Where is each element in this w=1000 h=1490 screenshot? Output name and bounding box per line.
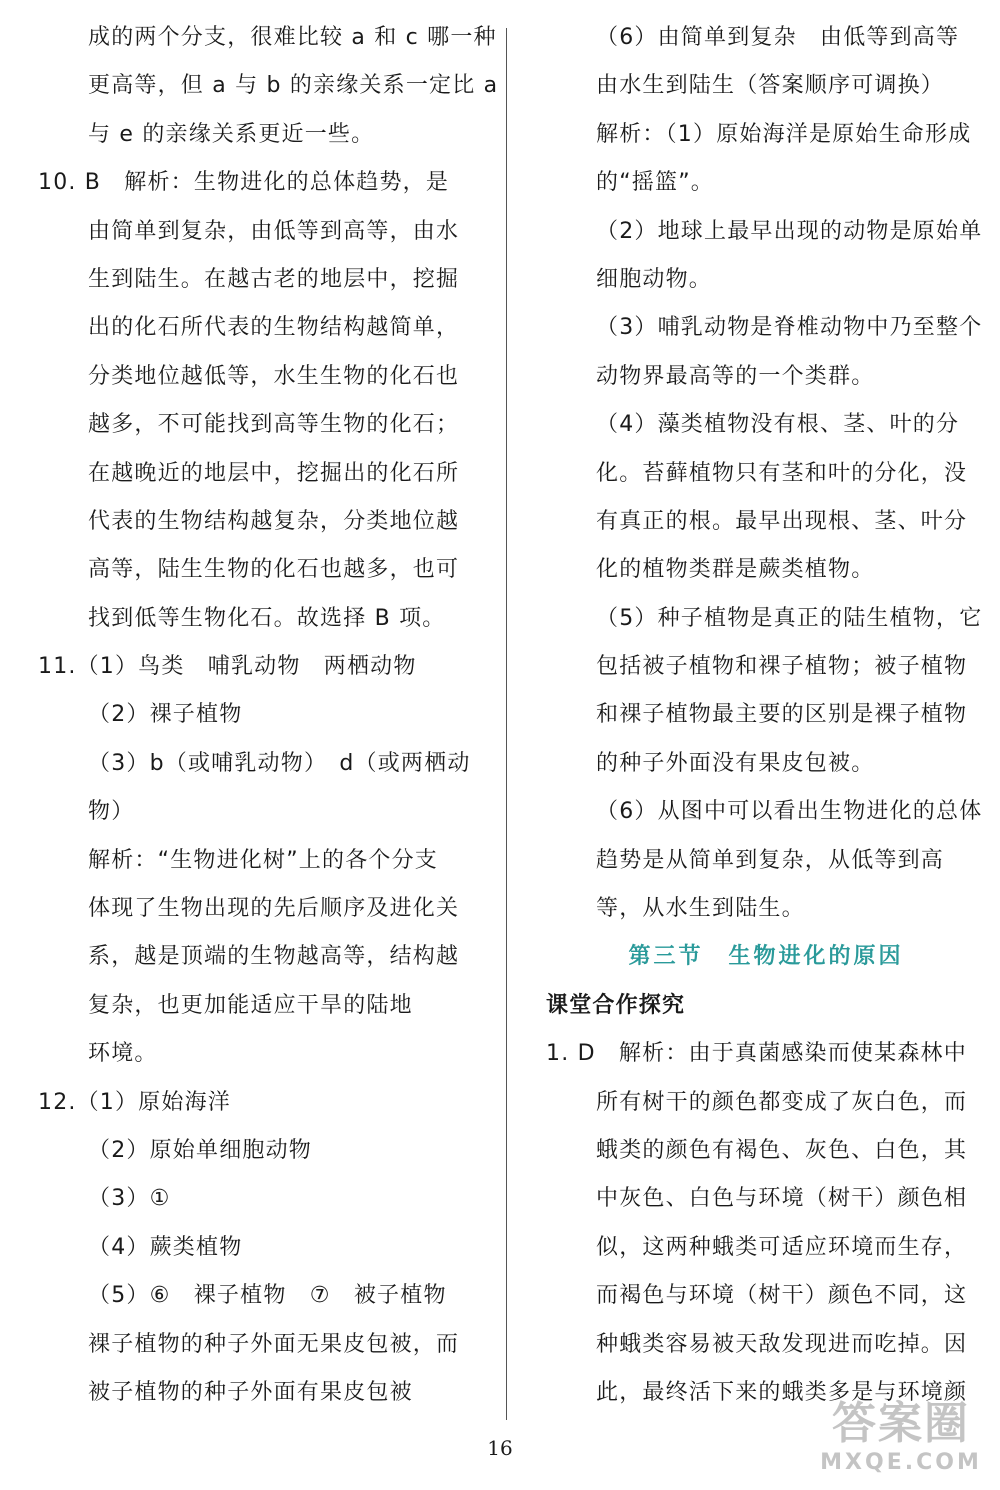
left-text-line: 越多，不可能找到高等生物的化石；	[88, 412, 460, 438]
right-text-line: 似，这两种蛾类可适应环境而生存，	[596, 1234, 968, 1260]
right-text-line: 的种子外面没有果皮包被。	[596, 750, 875, 776]
right-text-line: 中灰色、白色与环境（树干）颜色相	[596, 1186, 968, 1212]
right-text-line: 和裸子植物最主要的区别是裸子植物	[596, 702, 968, 728]
right-text-line: （3）哺乳动物是脊椎动物中乃至整个	[596, 315, 983, 341]
left-text-line: 11.（1）鸟类 哺乳动物 两栖动物	[38, 654, 417, 680]
left-text-line: 在越晚近的地层中，挖掘出的化石所	[88, 460, 460, 486]
right-text-line: 细胞动物。	[596, 266, 713, 292]
right-text-line: （5）种子植物是真正的陆生植物，它	[596, 605, 983, 631]
watermark-top: 答案圈	[832, 1398, 970, 1449]
left-text-line: 找到低等生物化石。故选择 B 项。	[88, 605, 446, 631]
left-text-line: （2）裸子植物	[88, 702, 243, 728]
right-text-line: 而褐色与环境（树干）颜色不同，这	[596, 1283, 968, 1309]
left-text-line: 出的化石所代表的生物结构越简单，	[88, 315, 460, 341]
right-text-line: （6）从图中可以看出生物进化的总体	[596, 799, 983, 825]
left-text-line: 由简单到复杂，由低等到高等，由水	[88, 218, 460, 244]
left-text-line: （3）①	[88, 1186, 171, 1212]
left-column	[38, 14, 499, 1417]
left-text-line: 复杂，也更加能适应干旱的陆地	[88, 992, 413, 1018]
right-text-line: 此，最终活下来的蛾类多是与环境颜	[596, 1379, 968, 1405]
right-text-line: 种蛾类容易被天敌发现进而吃掉。因	[596, 1331, 968, 1357]
right-text-line: 等，从水生到陆生。	[596, 896, 805, 922]
right-text-line: （4）藻类植物没有根、茎、叶的分	[596, 412, 960, 438]
right-text-line: 解析：（1）原始海洋是原始生命形成	[596, 121, 972, 147]
left-text-line: （5）⑥ 裸子植物 ⑦ 被子植物	[88, 1283, 447, 1309]
left-text-line: 分类地位越低等，水生生物的化石也	[88, 363, 460, 389]
left-text-line: 12.（1）原始海洋	[38, 1089, 231, 1115]
left-text-line: 裸子植物的种子外面无果皮包被，而	[88, 1331, 460, 1357]
left-text-line: 被子植物的种子外面有果皮包被	[88, 1379, 413, 1405]
right-text-line: （6）由简单到复杂 由低等到高等	[596, 25, 960, 50]
right-text-line: 有真正的根。最早出现根、茎、叶分	[596, 508, 968, 534]
right-text-line: 化的植物类群是蕨类植物。	[596, 557, 875, 583]
right-text-line: 化。苔藓植物只有茎和叶的分化，没	[596, 460, 968, 486]
left-text-line: 成的两个分支，很难比较 a 和 c 哪一种	[88, 25, 497, 50]
left-text-line: 体现了生物出现的先后顺序及进化关	[88, 896, 460, 922]
left-text-line: 高等，陆生生物的化石也越多，也可	[88, 557, 460, 583]
right-text-line: 包括被子植物和裸子植物；被子植物	[596, 654, 968, 680]
right-text-line: 动物界最高等的一个类群。	[596, 363, 875, 389]
right-text-line: 的“摇篮”。	[596, 170, 714, 196]
right-column	[546, 14, 986, 1417]
left-text-line: 解析：“生物进化树”上的各个分支	[88, 847, 438, 873]
section-title: 第三节 生物进化的原因	[628, 944, 904, 970]
right-text-line: 蛾类的颜色有褐色、灰色、白色，其	[596, 1137, 968, 1163]
right-text-line: 趋势是从简单到复杂，从低等到高	[596, 847, 945, 873]
left-text-line: 物）	[88, 799, 135, 825]
right-text-line: 所有树干的颜色都变成了灰白色，而	[596, 1089, 968, 1115]
right-text-line: 由水生到陆生（答案顺序可调换）	[596, 73, 945, 99]
left-text-line: 生到陆生。在越古老的地层中，挖掘	[88, 266, 460, 292]
left-text-line: 代表的生物结构越复杂，分类地位越	[88, 508, 460, 534]
left-text-line: 系，越是顶端的生物越高等，结构越	[88, 944, 460, 970]
watermark-logo	[816, 1398, 986, 1484]
right-text-line: 1. D 解析：由于真菌感染而使某森林中	[546, 1041, 967, 1067]
column-divider	[506, 28, 507, 1420]
section-heading: 课堂合作探究	[546, 992, 686, 1018]
left-text-line: 环境。	[88, 1041, 158, 1067]
right-text-line: （2）地球上最早出现的动物是原始单	[596, 218, 983, 244]
left-text-line: （4）蕨类植物	[88, 1234, 243, 1260]
left-text-line: （2）原始单细胞动物	[88, 1137, 312, 1163]
left-text-line: 与 e 的亲缘关系更近一些。	[88, 121, 375, 147]
left-text-line: 更高等，但 a 与 b 的亲缘关系一定比 a	[88, 73, 499, 99]
left-text-line: 10. B 解析：生物进化的总体趋势，是	[38, 170, 450, 196]
page-number: 16	[487, 1436, 513, 1460]
watermark-bottom: MXQE.COM	[820, 1450, 982, 1475]
left-text-line: （3）b（或哺乳动物） d（或两栖动	[88, 750, 471, 776]
